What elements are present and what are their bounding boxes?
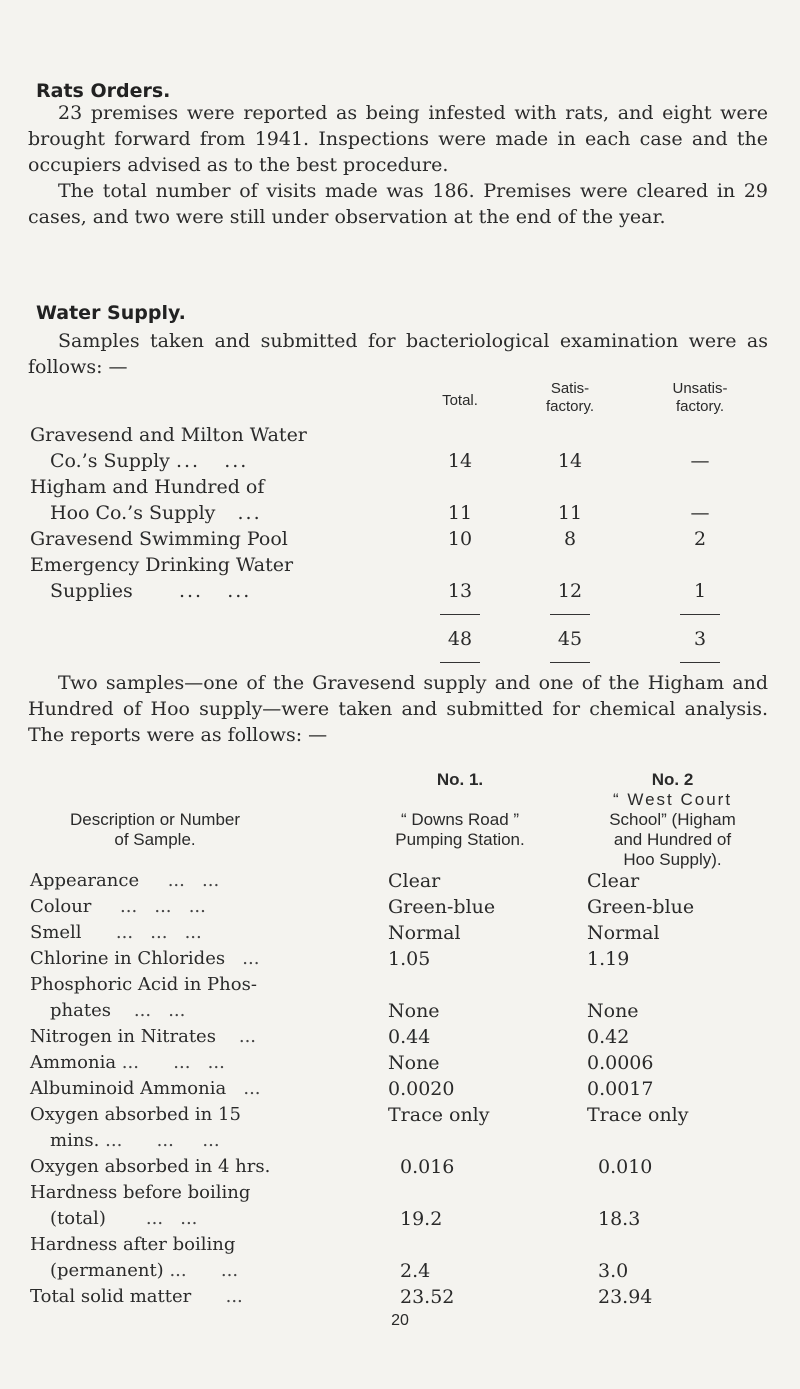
chem-row-label: Phosphoric Acid in Phos- [30,974,257,995]
chem-row-label: Smell ... ... ... [30,922,202,943]
chem-row-label: Oxygen absorbed in 4 hrs. [30,1156,271,1177]
chem-value-1: None [388,1000,440,1022]
chem-value-1: 2.4 [400,1260,431,1282]
chem-value-2: 18.3 [598,1208,641,1230]
bact-unsatis: 1 [693,580,707,602]
water-supply-intro: Samples taken and submitted for bacteriological examination were as follows: — [28,330,768,378]
chem-row-label: Total solid matter ... [30,1286,243,1307]
chem-value-2: Green-blue [587,896,695,918]
col-total-header: Total. [442,392,478,409]
unsatis-rule-top [680,614,720,615]
sample-1-header: No. 1. “ Downs Road ” Pumping Station. [395,770,525,849]
chem-value-1: 19.2 [400,1208,443,1230]
chem-value-2: Trace only [587,1104,689,1126]
chem-value-1: 1.05 [388,948,431,970]
chem-value-1: None [388,1052,440,1074]
bact-satis: 14 [557,450,583,472]
bact-unsatis-total: 3 [693,628,707,650]
chem-value-1: Clear [388,870,441,892]
chem-row-label-2: mins. ... ... ... [50,1130,220,1151]
chem-row-label: Colour ... ... ... [30,896,206,917]
bact-unsatis: — [690,502,710,524]
bact-row-label: Gravesend and Milton Water [30,424,307,446]
chem-row-label: Albuminoid Ammonia ... [30,1078,261,1099]
desc-column-header: Description or Number of Sample. [69,810,241,849]
chem-value-1: 0.44 [388,1026,431,1048]
chem-row-label: Chlorine in Chlorides ... [30,948,260,969]
chem-row-label-2: (total) ... ... [50,1208,198,1229]
chem-value-1: 23.52 [400,1286,455,1308]
chem-row-label-2: (permanent) ... ... [50,1260,239,1281]
chem-value-1: Green-blue [388,896,496,918]
bact-satis-total: 45 [557,628,583,650]
chem-value-2: 3.0 [598,1260,629,1282]
bact-total: 14 [447,450,473,472]
col-satis-header-1: Satis- [550,380,590,397]
bact-total: 10 [447,528,473,550]
chem-value-2: 23.94 [598,1286,653,1308]
bact-total: 13 [447,580,473,602]
chem-row-label: Ammonia ... ... ... [30,1052,225,1073]
chem-value-2: Clear [587,870,640,892]
bact-satis: 11 [557,502,583,524]
chem-value-2: Normal [587,922,660,944]
bact-unsatis: 2 [693,528,707,550]
chem-value-1: Trace only [388,1104,490,1126]
bact-row-label: Higham and Hundred of [30,476,265,498]
chem-row-label: Nitrogen in Nitrates ... [30,1026,257,1047]
bact-satis: 8 [563,528,577,550]
chem-value-1: Normal [388,922,461,944]
bact-total: 11 [447,502,473,524]
chem-row-label: Appearance ... ... [30,870,220,891]
chem-value-1: 0.016 [400,1156,455,1178]
total-rule-top [440,614,480,615]
bact-row-label: Gravesend Swimming Pool [30,528,288,550]
bact-row-label: Emergency Drinking Water [30,554,294,576]
chem-row-label: Hardness before boiling [30,1182,251,1203]
chem-value-2: None [587,1000,639,1022]
bact-grand-total: 48 [447,628,473,650]
bact-row-label-2: Co.’s Supply ... ... [50,450,249,472]
col-unsatis-header-2: factory. [675,398,725,415]
unsatis-rule-bottom [680,662,720,663]
satis-rule-bottom [550,662,590,663]
water-supply-heading: Water Supply. [36,302,186,324]
rats-orders-heading: Rats Orders. [36,80,171,102]
bact-unsatis: — [690,450,710,472]
page-number: 20 [391,1312,409,1329]
bact-row-label-2: Supplies ... ... [50,580,252,602]
chemical-intro: Two samples—one of the Gravesend supply and one of the Higham and Hundred of Hoo supply—were taken and submitted for chemical analysis. The reports were as follows: — [28,672,768,746]
satis-rule-top [550,614,590,615]
chem-value-2: 0.010 [598,1156,653,1178]
chem-value-2: 0.0017 [587,1078,654,1100]
sample-2-header: No. 2 “ West Court School” (Higham and Hundred of Hoo Supply). [609,770,736,869]
col-satis-header-2: factory. [545,398,595,415]
chem-value-1: 0.0020 [388,1078,455,1100]
rats-paragraph-2: The total number of visits made was 186. Premises were cleared in 29 cases, and two were still under observation at the end of the year. [28,180,768,228]
chem-row-label: Oxygen absorbed in 15 [30,1104,241,1125]
chem-value-2: 0.0006 [587,1052,654,1074]
bact-row-label-2: Hoo Co.’s Supply ... [50,502,262,524]
chem-row-label: Hardness after boiling [30,1234,236,1255]
rats-paragraph-1: 23 premises were reported as being infested with rats, and eight were brought forward from 1941. Inspections were made in each case and the occupiers advised as to the best procedure. [28,102,768,176]
chem-row-label-2: phates ... ... [50,1000,186,1021]
col-unsatis-header-1: Unsatis- [672,380,728,397]
total-rule-bottom [440,662,480,663]
chem-value-2: 0.42 [587,1026,630,1048]
bact-satis: 12 [557,580,583,602]
chem-value-2: 1.19 [587,948,630,970]
